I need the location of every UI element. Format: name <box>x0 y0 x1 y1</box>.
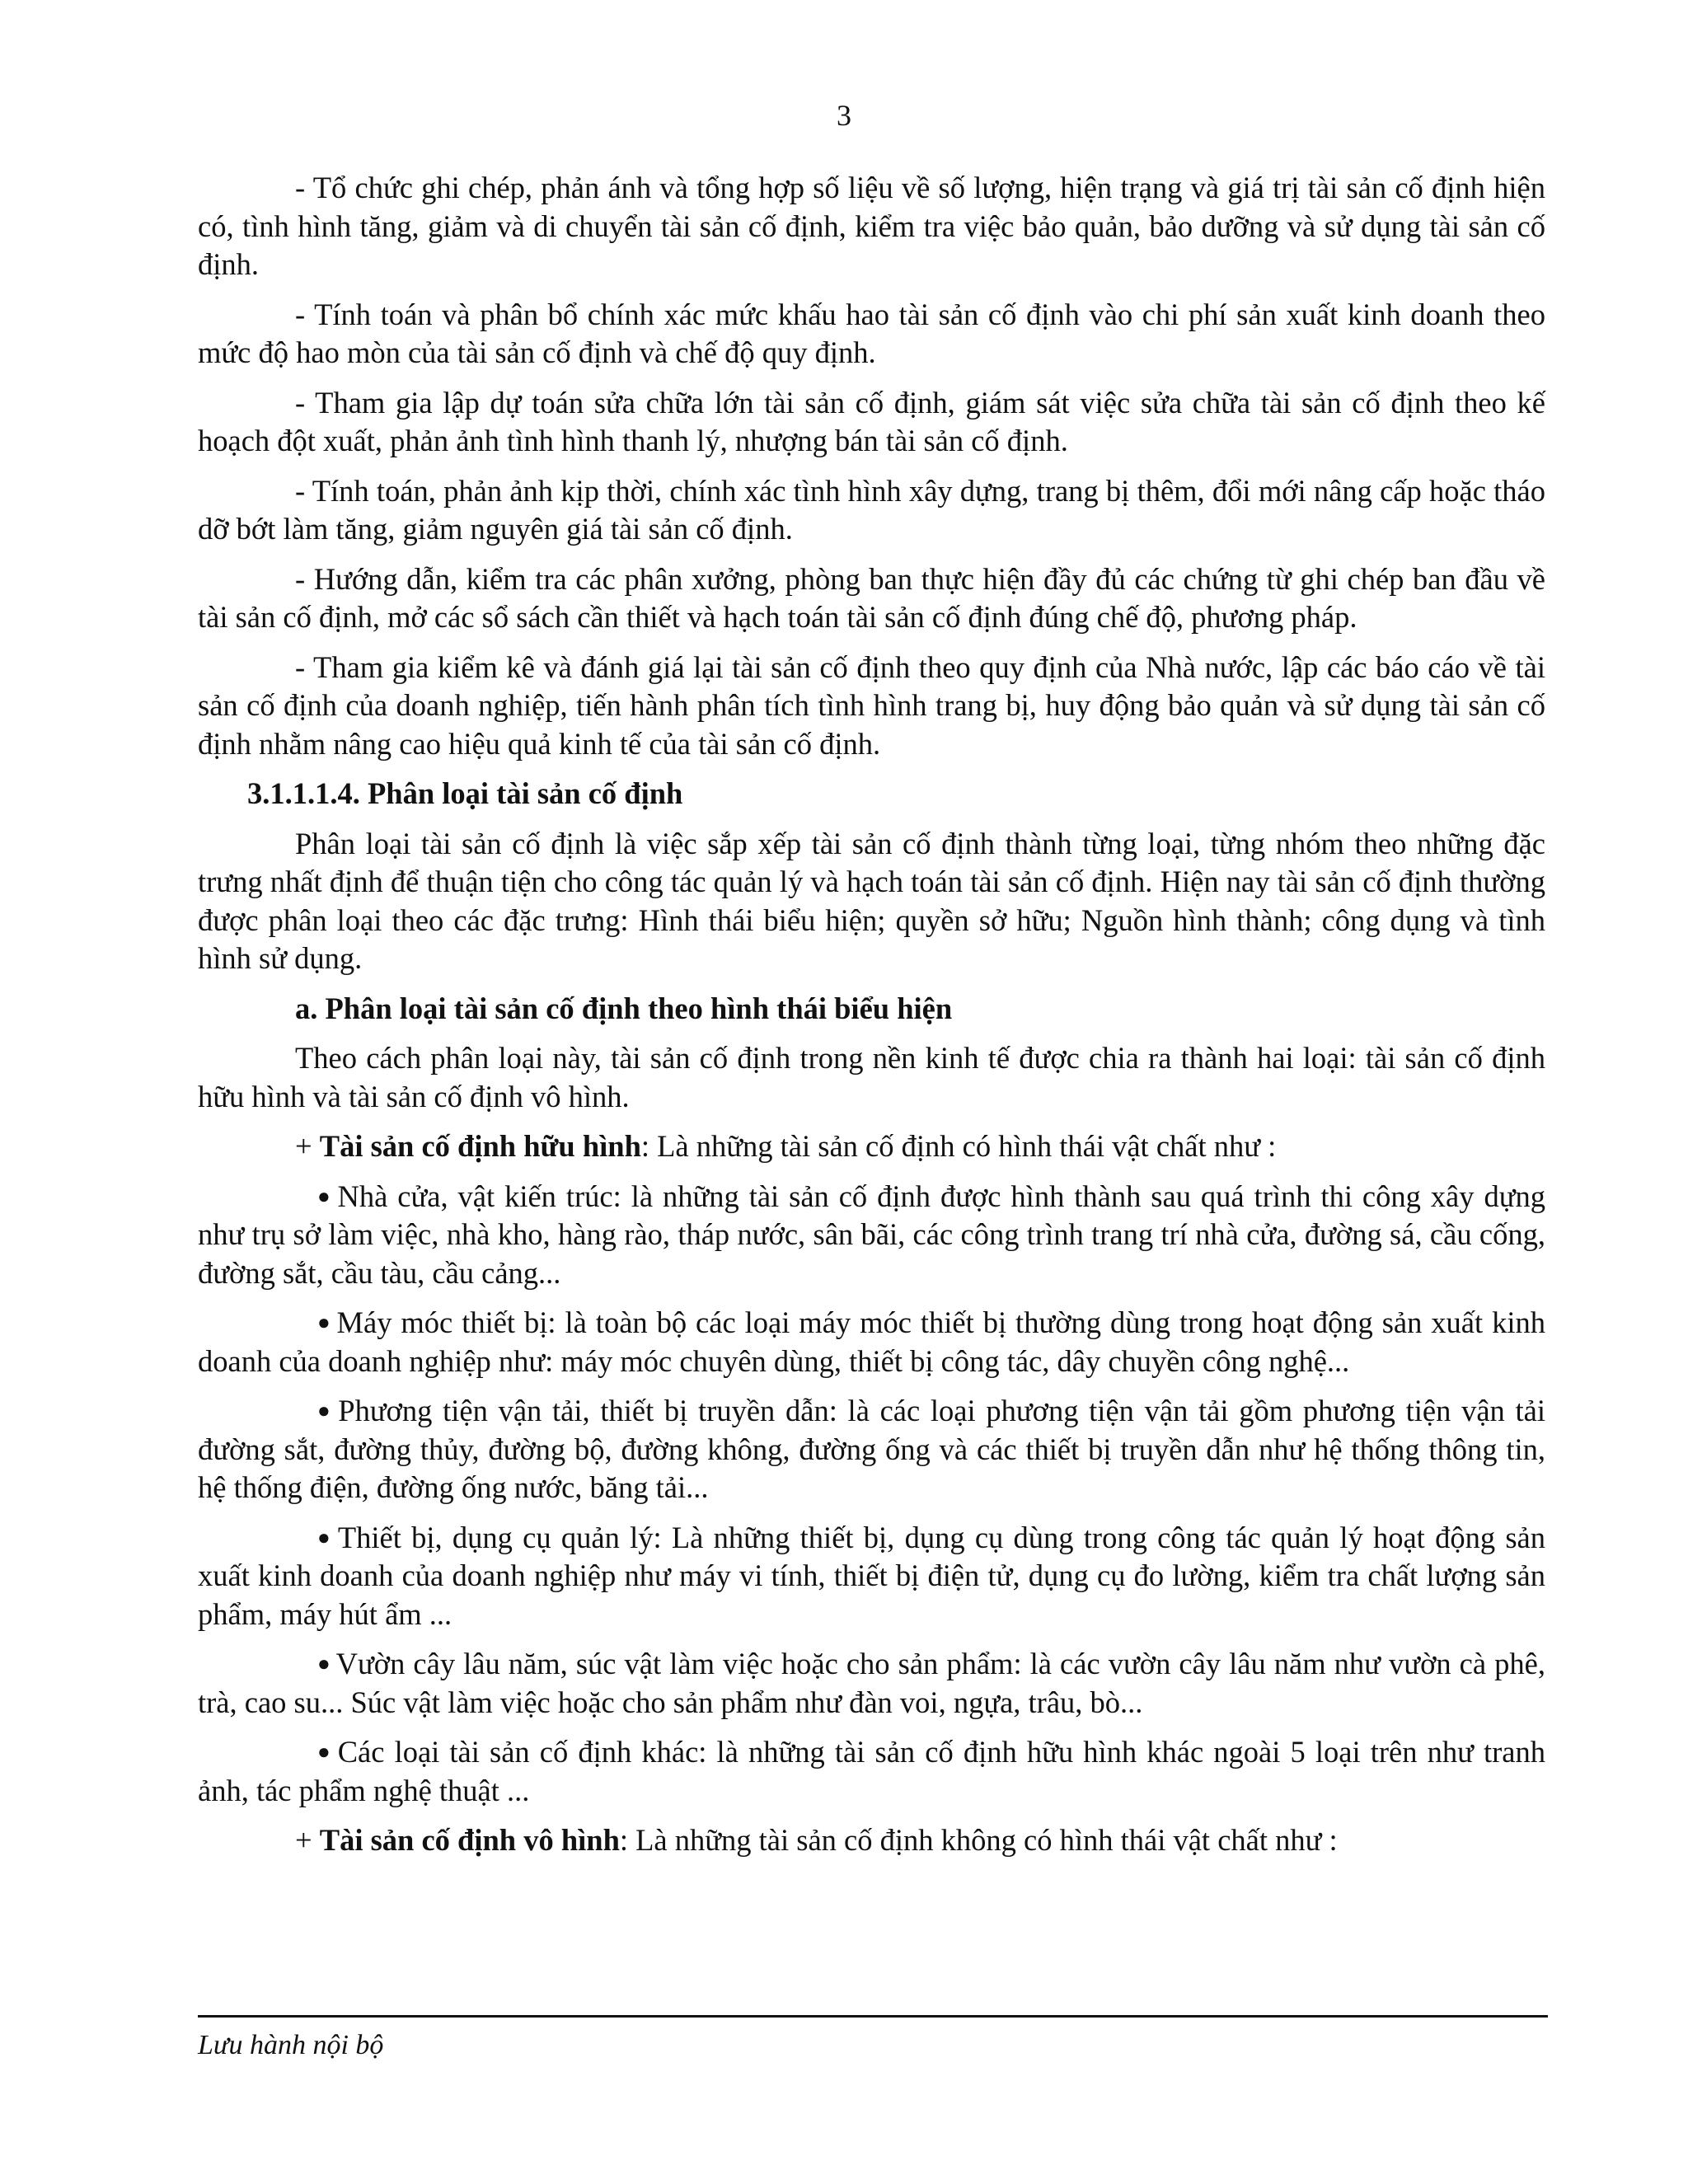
bullet-icon: ● <box>317 1310 332 1334</box>
tangible-definition <box>198 1127 1545 1166</box>
bullet-item <box>198 1304 1545 1380</box>
paragraph: - Hướng dẫn, kiểm tra các phân xưởng, phòng ban thực hiện đầy đủ các chứng từ ghi chép ban đầu về tài sản cố định, mở các sổ sách cần thiết và hạch toán tài sản cố định đúng chế độ, phương pháp. <box>198 561 1545 634</box>
paragraph: - Tham gia lập dự toán sửa chữa lớn tài sản cố định, giám sát việc sửa chữa tài sản cố định theo kế hoạch đột xuất, phản ảnh tình hình thanh lý, nhượng bán tài sản cố định. <box>198 385 1545 457</box>
subsection-intro: Theo cách phân loại này, tài sản cố định trong nền kinh tế được chia ra thành hai loại: tài sản cố định hữu hình và tài sản cố định vô hình. <box>198 1041 1545 1113</box>
bullet-text: Thiết bị, dụng cụ quản lý: Là những thiết bị, dụng cụ dùng trong công tác quản lý hoạt động sản xuất kinh doanh của doanh nghiệp như máy vi tính, thiết bị điện tử, dụng cụ đo lường, kiểm tra chất lượng sản phẩm, máy hút ẩm ... <box>198 1520 1545 1631</box>
footer-label: Lưu hành nội bộ <box>198 2030 384 2060</box>
bullet-item <box>198 1733 1545 1810</box>
bullet-icon: ● <box>317 1525 333 1549</box>
subsection-heading: a. Phân loại tài sản cố định theo hình thái biểu hiện <box>295 991 953 1025</box>
paragraph: - Tổ chức ghi chép, phản ánh và tổng hợp số liệu về số lượng, hiện trạng và giá trị tài sản cố định hiện có, tình hình tăng, giảm và di chuyển tài sản cố định, kiểm tra việc bảo quản, bảo dưỡng và sử dụng tài sản cố định. <box>198 171 1545 281</box>
bullet-text: Phương tiện vận tải, thiết bị truyền dẫn: là các loại phương tiện vận tải gồm phương tiện vận tải đường sắt, đường thủy, đường bộ, đường không, đường ống và các thiết bị truyền dẫn như hệ thống thông tin, hệ thống điện, đường ống nước, băng tải... <box>198 1394 1545 1504</box>
bullet-item <box>198 1645 1545 1722</box>
tangible-prefix: + <box>295 1129 320 1163</box>
intangible-definition <box>198 1821 1545 1860</box>
bullet-text: Vườn cây lâu năm, súc vật làm việc hoặc cho sản phẩm: là các vườn cây lâu năm như vườn cà phê, trà, cao su... Súc vật làm việc hoặc cho sản phẩm như đàn voi, ngựa, trâu, bò... <box>198 1647 1545 1719</box>
bullet-icon: ● <box>317 1652 331 1675</box>
bullet-item <box>198 1519 1545 1634</box>
bullet-item <box>198 1392 1545 1507</box>
paragraph: - Tính toán và phân bổ chính xác mức khấu hao tài sản cố định vào chi phí sản xuất kinh doanh theo mức độ hao mòn của tài sản cố định và chế độ quy định. <box>198 297 1545 369</box>
intangible-prefix: + <box>295 1823 320 1857</box>
paragraph: - Tham gia kiểm kê và đánh giá lại tài sản cố định theo quy định của Nhà nước, lập các báo cáo về tài sản cố định của doanh nghiệp, tiến hành phân tích tình hình trang bị, huy động bảo quản và sử dụng tài sản cố định nhằm nâng cao hiệu quả kinh tế của tài sản cố định. <box>198 649 1545 761</box>
bullet-icon: ● <box>317 1740 333 1764</box>
intangible-term: Tài sản cố định vô hình <box>319 1823 620 1857</box>
bullet-icon: ● <box>317 1399 334 1422</box>
intangible-rest: : Là những tài sản cố định không có hình thái vật chất như : <box>619 1823 1338 1857</box>
paragraph: - Tính toán, phản ảnh kịp thời, chính xác tình hình xây dựng, trang bị thêm, đổi mới nâng cấp hoặc tháo dỡ bớt làm tăng, giảm nguyên giá tài sản cố định. <box>198 473 1545 546</box>
bullet-icon: ● <box>317 1183 333 1208</box>
bullet-text: Các loại tài sản cố định khác: là những tài sản cố định hữu hình khác ngoài 5 loại trên như tranh ảnh, tác phẩm nghệ thuật ... <box>198 1735 1545 1807</box>
tangible-rest: : Là những tài sản cố định có hình thái vật chất như : <box>640 1129 1277 1163</box>
footer-divider <box>198 2015 1548 2018</box>
bullet-item <box>198 1178 1545 1293</box>
document-body <box>198 169 1545 1872</box>
bullet-text: Máy móc thiết bị: là toàn bộ các loại máy móc thiết bị thường dùng trong hoạt động sản xuất kinh doanh của doanh nghiệp như: máy móc chuyên dùng, thiết bị công tác, dây chuyền công nghệ... <box>198 1305 1545 1378</box>
tangible-term: Tài sản cố định hữu hình <box>319 1129 641 1163</box>
section-intro: Phân loại tài sản cố định là việc sắp xếp tài sản cố định thành từng loại, từng nhóm theo những đặc trưng nhất định để thuận tiện cho công tác quản lý và hạch toán tài sản cố định. Hiện nay tài sản cố định thường được phân loại theo các đặc trưng: Hình thái biểu hiện; quyền sở hữu; Nguồn hình thành; công dụng và tình hình sử dụng. <box>198 826 1545 975</box>
page-number: 3 <box>837 99 851 132</box>
section-heading: 3.1.1.1.4. Phân loại tài sản cố định <box>247 776 683 810</box>
bullet-text: Nhà cửa, vật kiến trúc: là những tài sản cố định được hình thành sau quá trình thi công xây dựng như trụ sở làm việc, nhà kho, hàng rào, tháp nước, sân bãi, các công trình trang trí nhà cửa, đường sá, cầu cống, đường sắt, cầu tàu, cầu cảng... <box>198 1179 1545 1290</box>
